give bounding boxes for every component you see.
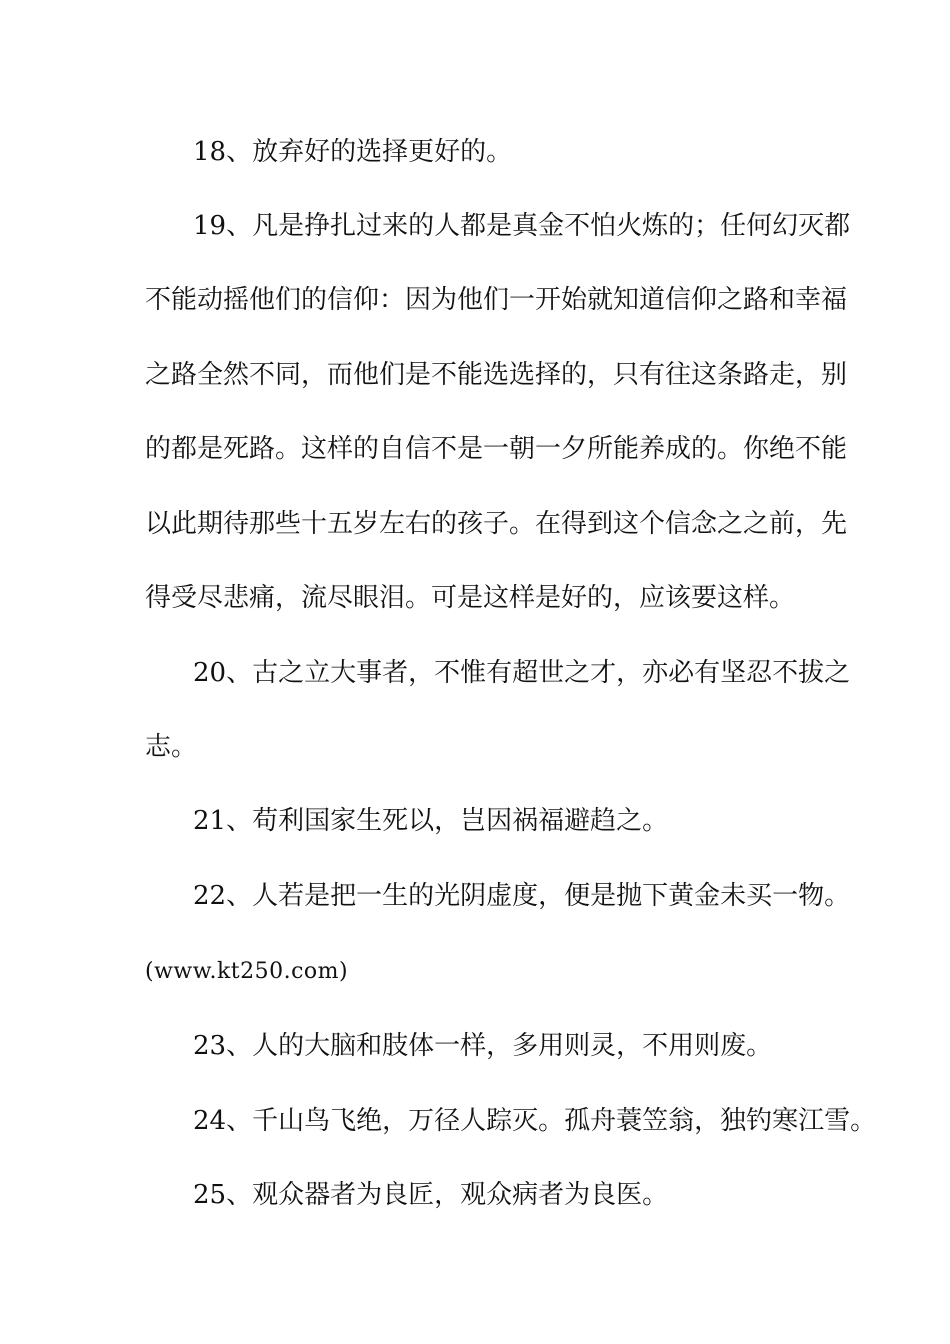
paragraph-23: 23、人的大脑和肢体一样，多用则灵，不用则废。 <box>193 1031 773 1061</box>
paragraph-18: 18、放弃好的选择更好的。 <box>193 137 513 167</box>
paragraph-19-line-4: 的都是死路。这样的自信不是一朝一夕所能养成的。你绝不能 <box>145 434 848 464</box>
paragraph-20-line-1: 20、古之立大事者，不惟有超世之才，亦必有坚忍不拔之 <box>193 658 851 688</box>
paragraph-21: 21、苟利国家生死以，岂因祸福避趋之。 <box>193 806 669 836</box>
paragraph-22: 22、人若是把一生的光阴虚度，便是抛下黄金未买一物。 <box>193 881 851 911</box>
source-link: (www.kt250.com) <box>145 959 349 984</box>
paragraph-19-line-2: 不能动摇他们的信仰：因为他们一开始就知道信仰之路和幸福 <box>145 285 848 315</box>
paragraph-19-line-6: 得受尽悲痛，流尽眼泪。可是这样是好的，应该要这样。 <box>145 583 796 613</box>
paragraph-19-line-3: 之路全然不同，而他们是不能选选择的，只有往这条路走，别 <box>145 360 848 390</box>
paragraph-25: 25、观众器者为良匠，观众病者为良医。 <box>193 1180 669 1210</box>
paragraph-19-line-1: 19、凡是挣扎过来的人都是真金不怕火炼的；任何幻灭都 <box>193 211 851 241</box>
paragraph-20-line-2: 志。 <box>145 732 198 762</box>
paragraph-19-line-5: 以此期待那些十五岁左右的孩子。在得到这个信念之之前，先 <box>145 509 848 539</box>
paragraph-24: 24、千山鸟飞绝，万径人踪灭。孤舟蓑笠翁，独钓寒江雪。 <box>193 1106 877 1136</box>
